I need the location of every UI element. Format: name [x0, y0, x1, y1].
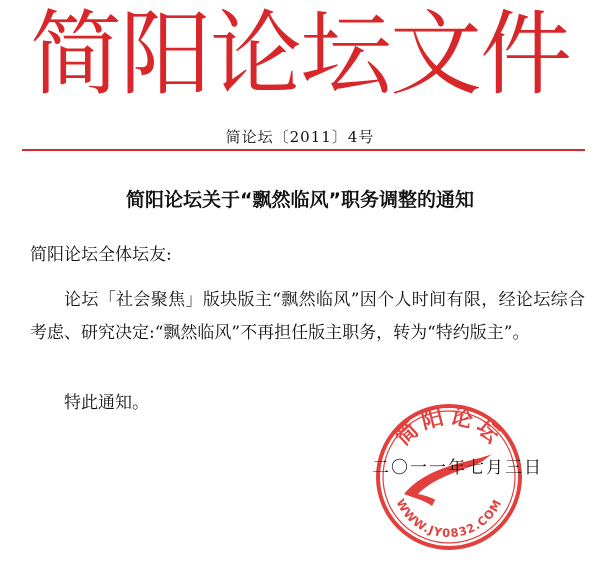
notice-closing: 特此通知。 [64, 393, 149, 413]
red-divider-rule [22, 149, 585, 151]
salutation: 简阳论坛全体坛友: [30, 245, 172, 265]
seal-top-text: 简阳论坛 [390, 403, 508, 451]
seal-bottom-text: WWW.JY0832.COM [393, 496, 505, 541]
notice-title: 简阳论坛关于“飘然临风”职务调整的通知 [126, 189, 474, 211]
notice-body: 论坛「社会聚焦」版块版主“飘然临风”因个人时间有限，经论坛综合考虑、研究决定:“飘然临风”不再担任版主职务，转为“特约版主”。 [30, 290, 585, 343]
notice-date: 二〇一一年七月三日 [372, 458, 543, 478]
document-number: 简论坛〔2011〕4号 [225, 128, 375, 146]
masthead-title: 简阳论坛文件 [29, 1, 570, 108]
